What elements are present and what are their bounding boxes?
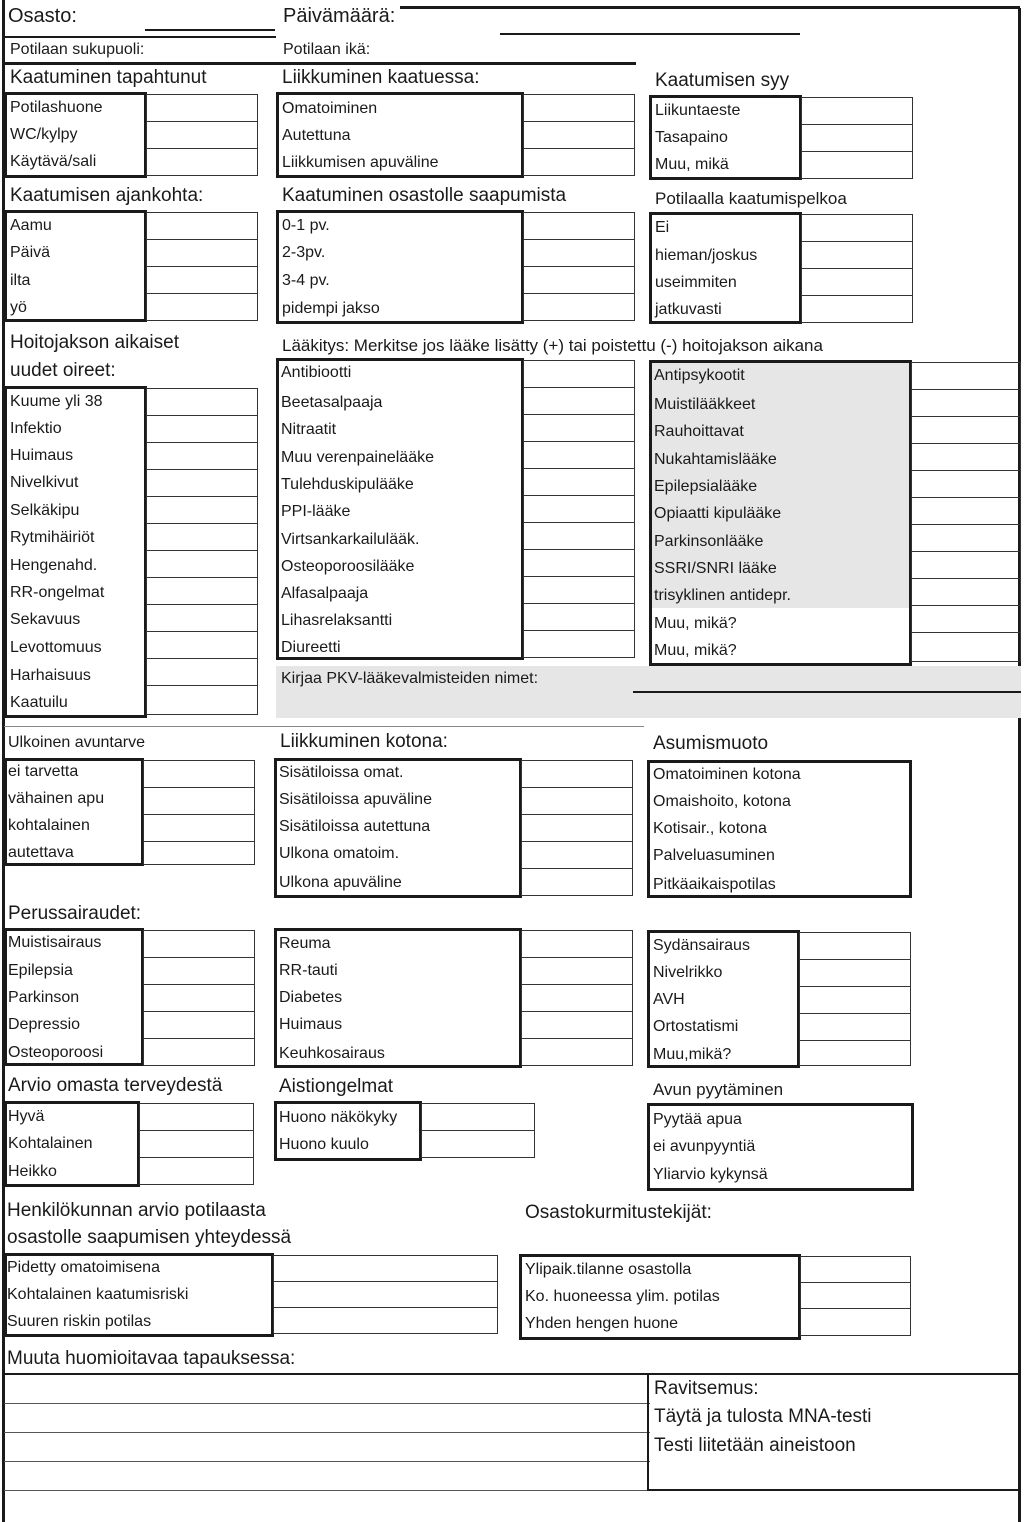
oireet-item: Levottomuus xyxy=(10,639,102,656)
laakitys-item: Muu, mikä? xyxy=(654,642,737,659)
pelko-item: jatkuvasti xyxy=(655,301,722,318)
checkbox-cell[interactable] xyxy=(143,984,255,1012)
kurmitus-item: Yhden hengen huone xyxy=(525,1315,679,1332)
ajankohta-title: Kaatumisen ajankohta: xyxy=(10,185,204,206)
checkbox-cell[interactable] xyxy=(521,868,633,896)
checkbox-cell[interactable] xyxy=(521,930,633,958)
paivamaara-label: Päivämäärä: xyxy=(283,5,396,27)
osasto-label: Osasto: xyxy=(8,5,77,27)
checkbox-cell[interactable] xyxy=(146,550,258,578)
aisti-title: Aistiongelmat xyxy=(279,1076,394,1097)
tapahtunut-item: WC/kylpy xyxy=(10,126,78,143)
right-border xyxy=(1018,8,1021,1522)
laakitys-item: Opiaatti kipulääke xyxy=(654,505,782,522)
header-divider xyxy=(4,36,276,38)
laakitys-item: Muu verenpainelääke xyxy=(281,449,434,466)
laakitys-item: Muistilääkkeet xyxy=(654,396,756,413)
ulkoinen-item: ei tarvetta xyxy=(8,763,79,780)
checkbox-cell[interactable] xyxy=(799,1013,911,1041)
henkilokunta-title-2: osastolle saapumisen yhteydessä xyxy=(7,1227,292,1248)
checkbox-cell[interactable] xyxy=(911,632,1021,662)
osasto-fill-line[interactable] xyxy=(145,29,275,31)
sukupuoli-label: Potilaan sukupuoli: xyxy=(10,41,145,58)
pelko-title: Potilaalla kaatumispelkoa xyxy=(655,189,847,208)
checkbox-cell[interactable] xyxy=(273,1307,498,1334)
liikkuminen-kaatuessa-title: Liikkuminen kaatuessa: xyxy=(282,67,480,88)
checkbox-cell[interactable] xyxy=(139,1157,254,1185)
asumismuoto-item: Omatoiminen kotona xyxy=(653,766,801,783)
perussairaus-item: Ortostatismi xyxy=(653,1018,739,1035)
pkv-label: Kirjaa PKV-lääkevalmisteiden nimet: xyxy=(281,670,539,687)
checkbox-cell[interactable] xyxy=(523,630,635,658)
checkbox-cell[interactable] xyxy=(146,658,258,686)
laakitys-item: PPI-lääke xyxy=(281,503,351,520)
checkbox-cell[interactable] xyxy=(523,293,635,321)
pelko-item: useimmiten xyxy=(655,274,737,291)
checkbox-cell[interactable] xyxy=(143,1038,255,1066)
perussairaus-item: Muu,mikä? xyxy=(653,1046,732,1063)
checkbox-cell[interactable] xyxy=(521,787,633,815)
perussairaus-item: Huimaus xyxy=(279,1016,343,1033)
liikkuminen-kaatuessa-item: Omatoiminen xyxy=(282,100,378,117)
checkbox-cell[interactable] xyxy=(800,1282,911,1309)
oireet-item: Kaatuilu xyxy=(10,694,68,711)
ajankohta-item: ilta xyxy=(10,272,31,289)
kotona-item: Ulkona apuväline xyxy=(279,874,402,891)
perussairaus-item: Nivelrikko xyxy=(653,964,723,981)
henkilokunta-title-1: Henkilökunnan arvio potilaasta xyxy=(7,1200,266,1221)
terveys-item: Hyvä xyxy=(8,1108,45,1125)
muuta-line[interactable] xyxy=(4,1461,650,1462)
muuta-line[interactable] xyxy=(4,1403,650,1404)
oireet-title-2: uudet oireet: xyxy=(10,360,116,381)
asumismuoto-item: Pitkäaikaispotilas xyxy=(653,876,776,893)
ravitsemus-title: Ravitsemus: xyxy=(654,1378,759,1399)
checkbox-cell[interactable] xyxy=(801,124,913,152)
checkbox-cell[interactable] xyxy=(911,389,1021,417)
oireet-item: Kuume yli 38 xyxy=(10,393,103,410)
checkbox-cell[interactable] xyxy=(521,984,633,1012)
checkbox-cell[interactable] xyxy=(523,441,635,469)
pelko-item: hieman/joskus xyxy=(655,247,758,264)
liikkuminen-kaatuessa-item: Autettuna xyxy=(282,127,351,144)
oireet-item: Nivelkivut xyxy=(10,474,79,491)
checkbox-cell[interactable] xyxy=(523,522,635,550)
laakitys-item: SSRI/SNRI lääke xyxy=(654,560,777,577)
laakitys-item: Antipsykootit xyxy=(654,367,745,384)
paivamaara-fill-line[interactable] xyxy=(500,33,800,35)
terveys-title: Arvio omasta terveydestä xyxy=(8,1075,223,1096)
ulkoinen-item: vähainen apu xyxy=(8,790,105,807)
laakitys-item: Parkinsonlääke xyxy=(654,533,764,550)
saapumista-item: 0-1 pv. xyxy=(282,217,330,234)
checkbox-cell[interactable] xyxy=(801,241,913,269)
oireet-item: Rytmihäiriöt xyxy=(10,529,95,546)
checkbox-cell[interactable] xyxy=(799,986,911,1014)
checkbox-cell[interactable] xyxy=(146,442,258,470)
checkbox-cell[interactable] xyxy=(801,151,913,179)
henkilokunta-item: Suuren riskin potilas xyxy=(7,1313,152,1330)
ulkoinen-item: kohtalainen xyxy=(8,817,90,834)
checkbox-cell[interactable] xyxy=(911,578,1021,606)
avun-item: ei avunpyyntiä xyxy=(653,1138,756,1155)
aisti-item: Huono kuulo xyxy=(279,1136,369,1153)
checkbox-cell[interactable] xyxy=(801,214,913,242)
checkbox-cell[interactable] xyxy=(523,414,635,442)
ajankohta-item: yö xyxy=(10,299,27,316)
ravitsemus-line1: Täytä ja tulosta MNA-testi xyxy=(654,1406,872,1427)
checkbox-cell[interactable] xyxy=(911,605,1021,633)
henkilokunta-item: Kohtalainen kaatumisriski xyxy=(7,1286,189,1303)
perussairaus-item: RR-tauti xyxy=(279,962,338,979)
kurmitus-item: Ko. huoneessa ylim. potilas xyxy=(525,1288,720,1305)
checkbox-cell[interactable] xyxy=(521,1011,633,1039)
checkbox-cell[interactable] xyxy=(521,814,633,842)
checkbox-cell[interactable] xyxy=(273,1281,498,1308)
checkbox-cell[interactable] xyxy=(800,1256,911,1283)
tapahtunut-item: Käytävä/sali xyxy=(10,153,97,170)
perussairaus-item: Osteoporoosi xyxy=(8,1044,104,1061)
oireet-item: Harhaisuus xyxy=(10,667,91,684)
checkbox-cell[interactable] xyxy=(146,388,258,416)
asumismuoto-title: Asumismuoto xyxy=(653,733,769,754)
perussairaus-item: Keuhkosairaus xyxy=(279,1045,385,1062)
ajankohta-item: Aamu xyxy=(10,217,52,234)
syy-item: Liikuntaeste xyxy=(655,102,741,119)
laakitys-item: Rauhoittavat xyxy=(654,423,744,440)
checkbox-cell[interactable] xyxy=(146,577,258,605)
checkbox-cell[interactable] xyxy=(911,524,1021,552)
checkbox-cell[interactable] xyxy=(139,1103,254,1131)
checkbox-cell[interactable] xyxy=(521,841,633,869)
checkbox-cell[interactable] xyxy=(146,148,258,176)
avun-item: Pyytää apua xyxy=(653,1111,742,1128)
ika-label: Potilaan ikä: xyxy=(283,41,371,58)
laakitys-item: Nitraatit xyxy=(281,421,337,438)
laakitys-title: Lääkitys: Merkitse jos lääke lisätty (+) tai poistettu (-) hoitojakson aikana xyxy=(282,336,823,355)
checkbox-cell[interactable] xyxy=(139,1130,254,1158)
checkbox-cell[interactable] xyxy=(143,1011,255,1039)
checkbox-cell[interactable] xyxy=(523,239,635,267)
oireet-title-1: Hoitojakson aikaiset xyxy=(10,332,179,353)
checkbox-cell[interactable] xyxy=(523,576,635,604)
saapumista-title: Kaatuminen osastolle saapumista xyxy=(282,185,567,206)
checkbox-cell[interactable] xyxy=(143,930,255,958)
checkbox-cell[interactable] xyxy=(146,293,258,321)
ulkoinen-item: autettava xyxy=(8,844,74,861)
saapumista-item: pidempi jakso xyxy=(282,300,380,317)
checkbox-cell[interactable] xyxy=(801,268,913,296)
checkbox-cell[interactable] xyxy=(523,148,635,176)
checkbox-cell[interactable] xyxy=(911,551,1021,579)
tapahtunut-title: Kaatuminen tapahtunut xyxy=(10,67,207,88)
divider xyxy=(4,726,644,727)
checkbox-cell[interactable] xyxy=(799,1040,911,1066)
checkbox-cell[interactable] xyxy=(521,957,633,985)
checkbox-cell[interactable] xyxy=(146,94,258,122)
ajankohta-item: Päivä xyxy=(10,244,51,261)
checkbox-cell[interactable] xyxy=(146,604,258,632)
perussairaus-item: Reuma xyxy=(279,935,331,952)
pelko-item: Ei xyxy=(655,219,670,236)
perussairaus-item: Parkinson xyxy=(8,989,80,1006)
laakitys-item: Muu, mikä? xyxy=(654,615,737,632)
perussairaus-item: Epilepsia xyxy=(8,962,73,979)
checkbox-cell[interactable] xyxy=(521,760,633,788)
terveys-item: Kohtalainen xyxy=(8,1135,93,1152)
liikkuminen-kaatuessa-item: Liikkumisen apuväline xyxy=(282,154,439,171)
laakitys-item: Epilepsialääke xyxy=(654,478,758,495)
laakitys-item: Antibiootti xyxy=(281,364,352,381)
laakitys-item: Alfasalpaaja xyxy=(281,585,369,602)
perussairaudet-title: Perussairaudet: xyxy=(8,903,142,924)
oireet-item: RR-ongelmat xyxy=(10,584,105,601)
syy-title: Kaatumisen syy xyxy=(655,70,790,91)
kotona-item: Sisätiloissa omat. xyxy=(279,764,404,781)
checkbox-cell[interactable] xyxy=(273,1255,498,1282)
oireet-item: Selkäkipu xyxy=(10,502,80,519)
checkbox-cell[interactable] xyxy=(523,468,635,496)
saapumista-item: 3-4 pv. xyxy=(282,272,330,289)
checkbox-cell[interactable] xyxy=(911,362,1021,390)
kotona-item: Sisätiloissa apuväline xyxy=(279,791,432,808)
avun-item: Yliarvio kykynsä xyxy=(653,1166,768,1183)
muuta-title: Muuta huomioitavaa tapauksessa: xyxy=(7,1348,296,1369)
checkbox-cell[interactable] xyxy=(143,957,255,985)
oireet-item: Infektio xyxy=(10,420,62,437)
kotona-item: Sisätiloissa autettuna xyxy=(279,818,431,835)
checkbox-cell[interactable] xyxy=(801,295,913,323)
laakitys-item: trisyklinen antidepr. xyxy=(654,587,791,604)
perussairaus-item: Sydänsairaus xyxy=(653,937,750,954)
checkbox-cell[interactable] xyxy=(911,416,1021,444)
perussairaus-item: AVH xyxy=(653,991,685,1008)
perussairaus-item: Depressio xyxy=(8,1016,81,1033)
checkbox-cell[interactable] xyxy=(523,360,635,388)
checkbox-cell[interactable] xyxy=(523,212,635,240)
avun-title: Avun pyytäminen xyxy=(653,1080,784,1099)
aisti-item: Huono näkökyky xyxy=(279,1109,398,1126)
asumismuoto-item: Kotisair., kotona xyxy=(653,820,767,837)
checkbox-cell[interactable] xyxy=(146,496,258,524)
muuta-line[interactable] xyxy=(4,1432,650,1433)
checkbox-cell[interactable] xyxy=(143,814,255,842)
kurmitus-title: Osastokurmitustekijät: xyxy=(525,1202,712,1223)
checkbox-cell[interactable] xyxy=(421,1103,535,1131)
checkbox-cell[interactable] xyxy=(523,121,635,149)
header-bottom-line xyxy=(4,62,636,65)
kotona-item: Ulkona omatoim. xyxy=(279,845,400,862)
ulkoinen-title: Ulkoinen avuntarve xyxy=(8,734,145,751)
oireet-item: Sekavuus xyxy=(10,611,81,628)
checkbox-cell[interactable] xyxy=(523,94,635,122)
checkbox-cell[interactable] xyxy=(521,1038,633,1066)
oireet-item: Huimaus xyxy=(10,447,74,464)
laakitys-item: Diureetti xyxy=(281,639,341,656)
laakitys-item: Virtsankarkailulääk. xyxy=(281,531,420,548)
laakitys-item: Beetasalpaaja xyxy=(281,394,383,411)
ravitsemus-line2: Testi liitetään aineistoon xyxy=(654,1435,856,1456)
laakitys-item: Tulehduskipulääke xyxy=(281,476,414,493)
checkbox-cell[interactable] xyxy=(143,787,255,815)
kurmitus-item: Ylipaik.tilanne osastolla xyxy=(525,1261,692,1278)
checkbox-cell[interactable] xyxy=(799,959,911,987)
top-border xyxy=(400,6,1020,9)
perussairaus-item: Diabetes xyxy=(279,989,343,1006)
kotona-title: Liikkuminen kotona: xyxy=(280,731,448,752)
oireet-item: Hengenahd. xyxy=(10,557,98,574)
checkbox-cell[interactable] xyxy=(911,470,1021,498)
checkbox-cell[interactable] xyxy=(146,266,258,294)
checkbox-cell[interactable] xyxy=(523,266,635,294)
checkbox-cell[interactable] xyxy=(800,1308,911,1336)
checkbox-cell[interactable] xyxy=(523,495,635,523)
checkbox-cell[interactable] xyxy=(911,497,1021,525)
checkbox-cell[interactable] xyxy=(801,97,913,125)
checkbox-cell[interactable] xyxy=(911,443,1021,471)
checkbox-cell[interactable] xyxy=(146,685,258,715)
checkbox-cell[interactable] xyxy=(143,841,255,865)
checkbox-cell[interactable] xyxy=(143,760,255,788)
checkbox-cell[interactable] xyxy=(523,387,635,415)
asumismuoto-item: Omaishoito, kotona xyxy=(653,793,791,810)
syy-item: Tasapaino xyxy=(655,129,728,146)
checkbox-cell[interactable] xyxy=(146,415,258,443)
checkbox-cell[interactable] xyxy=(799,932,911,960)
laakitys-item: Osteoporoosilääke xyxy=(281,558,415,575)
terveys-item: Heikko xyxy=(8,1163,57,1180)
checkbox-cell[interactable] xyxy=(146,631,258,659)
checkbox-cell[interactable] xyxy=(146,239,258,267)
checkbox-cell[interactable] xyxy=(421,1130,535,1158)
checkbox-cell[interactable] xyxy=(146,121,258,149)
checkbox-cell[interactable] xyxy=(146,523,258,551)
tapahtunut-item: Potilashuone xyxy=(10,99,103,116)
asumismuoto-item: Palveluasuminen xyxy=(653,847,775,864)
saapumista-item: 2-3pv. xyxy=(282,244,326,261)
syy-item: Muu, mikä xyxy=(655,156,729,173)
checkbox-cell[interactable] xyxy=(523,549,635,577)
checkbox-cell[interactable] xyxy=(146,212,258,240)
henkilokunta-item: Pidetty omatoimisena xyxy=(7,1259,160,1276)
laakitys-item: Lihasrelaksantti xyxy=(281,612,393,629)
checkbox-cell[interactable] xyxy=(523,603,635,631)
pkv-fill-line[interactable] xyxy=(633,691,1021,693)
perussairaus-item: Muistisairaus xyxy=(8,934,102,951)
checkbox-cell[interactable] xyxy=(146,469,258,497)
laakitys-item: Nukahtamislääke xyxy=(654,451,777,468)
